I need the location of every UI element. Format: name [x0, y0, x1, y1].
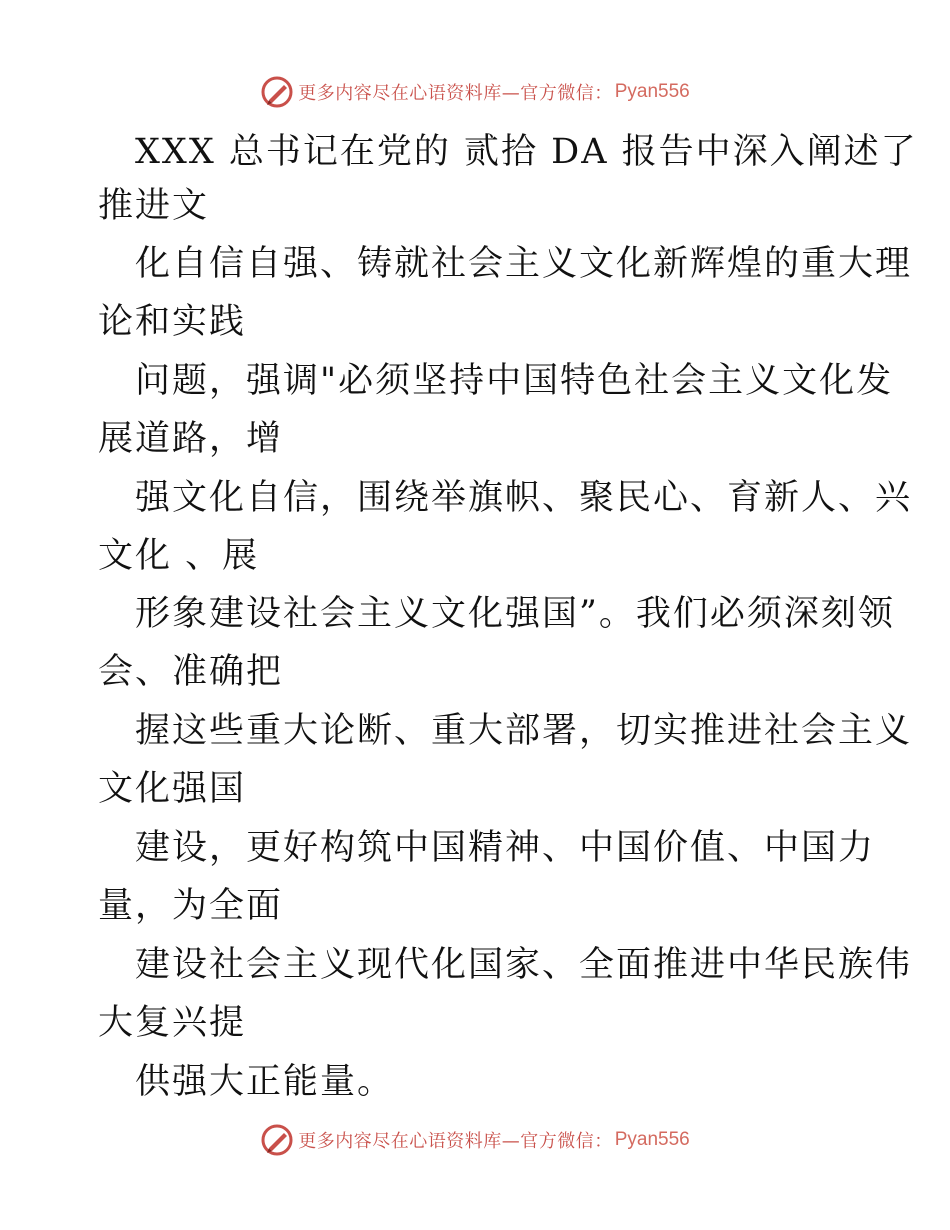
paragraph-line: 文化 、展: [98, 536, 260, 576]
paragraph-line: 会、准确把: [98, 652, 284, 692]
footer-watermark: [0, 1120, 950, 1160]
paragraph-line: 握这些重大论断、重大部署，切实推进社会主义: [135, 711, 913, 751]
pen-logo-icon: [260, 75, 294, 109]
watermark-text: 更多内容尽在心语资料库—官方微信：: [298, 83, 613, 104]
pen-logo-icon: [260, 1123, 294, 1157]
paragraph-line: 强文化自信，围绕举旗帜、聚民心、育新人、兴: [135, 478, 913, 518]
paragraph-line: XXX 总书记在党的 贰拾 DA 报告中深入阐述了: [135, 132, 918, 172]
watermark-text: 更多内容尽在心语资料库—官方微信：: [298, 1131, 613, 1152]
paragraph-line: 形象建设社会主义文化强国”。我们必须深刻领: [135, 594, 895, 634]
paragraph-line: 问题，强调"必须坚持中国特色社会主义文化发: [135, 361, 894, 401]
watermark-handle: Pyan556: [614, 81, 690, 102]
paragraph-line: 供强大正能量。: [135, 1062, 395, 1102]
paragraph-line: 化自信自强、铸就社会主义文化新辉煌的重大理: [135, 244, 913, 284]
watermark-handle: Pyan556: [614, 1129, 690, 1150]
paragraph-line: 量，为全面: [98, 886, 284, 926]
paragraph-line: 大复兴提: [98, 1003, 247, 1043]
paragraph-line: 推进文: [98, 186, 210, 226]
paragraph-line: 建设，更好构筑中国精神、中国价值、中国力: [135, 828, 876, 868]
paragraph-line: 文化强国: [98, 769, 247, 809]
paragraph-line: 论和实践: [98, 302, 247, 342]
header-watermark: [0, 72, 950, 112]
paragraph-line: 建设社会主义现代化国家、全面推进中华民族伟: [135, 945, 913, 985]
paragraph-line: 展道路，增: [98, 419, 284, 459]
